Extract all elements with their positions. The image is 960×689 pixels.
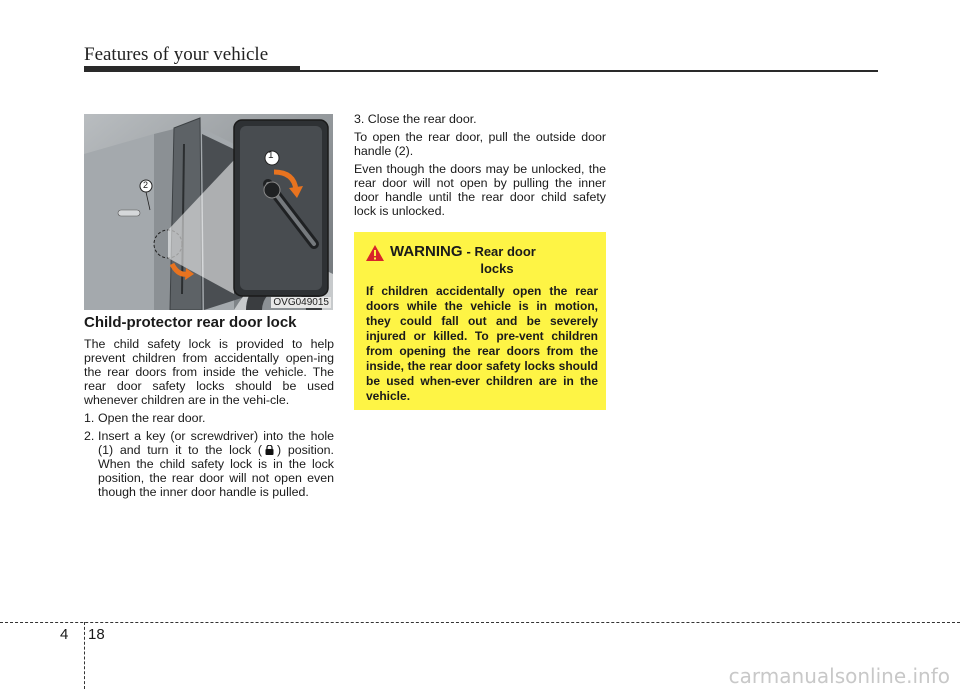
intro-paragraph: The child safety lock is provided to help prevent children from accidentally open-ing the rear doors from inside the vehicle. The rear door safety locks should be used whenever children are in the vehi-cle. — [84, 337, 334, 407]
header-rule-thin — [300, 70, 878, 72]
footer-rule — [0, 622, 960, 623]
lock-icon — [265, 444, 274, 454]
figure-code: OVG049015 — [273, 297, 329, 308]
watermark: carmanualsonline.info — [728, 664, 950, 688]
warning-triangle-icon — [366, 245, 384, 261]
step-1-text: Open the rear door. — [98, 411, 206, 425]
step-1-number: 1. — [84, 411, 95, 425]
step-2-text-b: ) position. When the child safety lock is in the lock position, the rear door will not open even though the inner door handle is pulled. — [98, 443, 334, 499]
callout-2-label: 2 — [143, 180, 149, 190]
section-title: Child-protector rear door lock — [84, 314, 297, 331]
open-door-paragraph: To open the rear door, pull the outside door handle (2). — [354, 130, 606, 158]
warning-box — [354, 232, 606, 410]
chapter-number: 4 — [60, 626, 69, 643]
warning-header — [366, 244, 598, 261]
right-column — [354, 112, 606, 222]
page-number: 18 — [88, 626, 105, 643]
step-2 — [84, 429, 334, 499]
header-rule-thick — [84, 66, 300, 72]
door-drawing — [84, 114, 333, 310]
warning-body: If children accidentally open the rear doors while the vehicle is in motion, they could fall out and be severely injured or killed. To pre-vent children from opening the rear doors from the inside, the rear door safety locks should be used when-ever children are in the vehicle. — [366, 284, 598, 403]
warning-subtitle-2: locks — [480, 261, 514, 276]
footer-divider — [84, 622, 85, 689]
warning-label: WARNING — [390, 243, 463, 260]
step-1 — [84, 411, 334, 425]
left-column — [84, 314, 334, 503]
warning-subtitle-1: - Rear door — [466, 244, 536, 259]
step-3: 3. Close the rear door. — [354, 112, 477, 126]
step-2-text-a: Insert a key (or screwdriver) into the hole (1) and turn it to the lock ( — [98, 429, 334, 457]
callout-1-label: 1 — [268, 150, 274, 161]
rear-door-illustration — [84, 114, 333, 310]
unlock-paragraph: Even though the doors may be unlocked, the rear door will not open by pulling the inner door handle until the rear door child safety lock is unlocked. — [354, 162, 606, 218]
step-2-number: 2. — [84, 429, 95, 443]
page-header-title: Features of your vehicle — [84, 44, 269, 65]
